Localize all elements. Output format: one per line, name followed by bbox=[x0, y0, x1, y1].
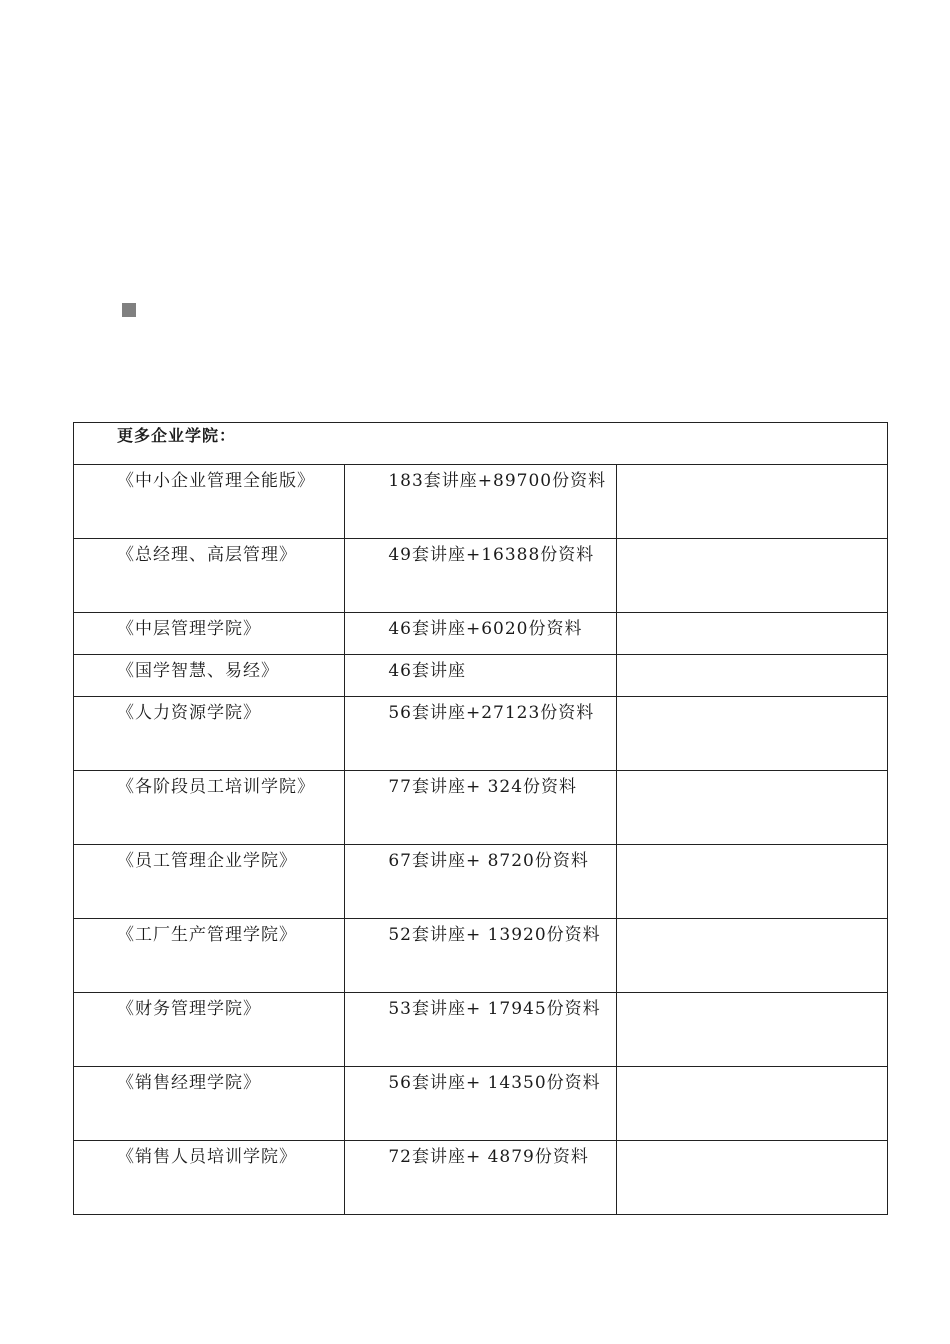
academy-name: 《总经理、高层管理》 bbox=[74, 539, 345, 613]
academy-extra bbox=[616, 465, 887, 539]
table-row bbox=[74, 1141, 888, 1215]
academy-content: 56套讲座+ 14350份资料 bbox=[345, 1067, 616, 1141]
academy-name: 《销售人员培训学院》 bbox=[74, 1141, 345, 1215]
square-bullet-icon bbox=[122, 303, 136, 317]
academy-extra bbox=[616, 919, 887, 993]
table-row bbox=[74, 655, 888, 697]
academy-name: 《员工管理企业学院》 bbox=[74, 845, 345, 919]
academy-name: 《各阶段员工培训学院》 bbox=[74, 771, 345, 845]
table-header: 更多企业学院： bbox=[74, 423, 888, 465]
table-header-row bbox=[74, 423, 888, 465]
table-row bbox=[74, 697, 888, 771]
academy-name: 《销售经理学院》 bbox=[74, 1067, 345, 1141]
table-row bbox=[74, 613, 888, 655]
academy-name: 《财务管理学院》 bbox=[74, 993, 345, 1067]
academy-table bbox=[73, 422, 888, 1215]
academy-name: 《中层管理学院》 bbox=[74, 613, 345, 655]
academy-name: 《人力资源学院》 bbox=[74, 697, 345, 771]
table-row bbox=[74, 771, 888, 845]
table-row bbox=[74, 919, 888, 993]
academy-extra bbox=[616, 1067, 887, 1141]
academy-content: 72套讲座+ 4879份资料 bbox=[345, 1141, 616, 1215]
academy-content: 67套讲座+ 8720份资料 bbox=[345, 845, 616, 919]
academy-extra bbox=[616, 1141, 887, 1215]
academy-content: 53套讲座+ 17945份资料 bbox=[345, 993, 616, 1067]
academy-extra bbox=[616, 771, 887, 845]
academy-content: 52套讲座+ 13920份资料 bbox=[345, 919, 616, 993]
table-row bbox=[74, 465, 888, 539]
academy-extra bbox=[616, 845, 887, 919]
academy-extra bbox=[616, 655, 887, 697]
academy-name: 《国学智慧、易经》 bbox=[74, 655, 345, 697]
academy-extra bbox=[616, 613, 887, 655]
academy-extra bbox=[616, 539, 887, 613]
academy-name: 《工厂生产管理学院》 bbox=[74, 919, 345, 993]
academy-content: 46套讲座+6020份资料 bbox=[345, 613, 616, 655]
table-row bbox=[74, 1067, 888, 1141]
table-row bbox=[74, 539, 888, 613]
academy-extra bbox=[616, 993, 887, 1067]
academy-content: 46套讲座 bbox=[345, 655, 616, 697]
table-row bbox=[74, 845, 888, 919]
academy-content: 49套讲座+16388份资料 bbox=[345, 539, 616, 613]
academy-content: 56套讲座+27123份资料 bbox=[345, 697, 616, 771]
academy-extra bbox=[616, 697, 887, 771]
academy-content: 183套讲座+89700份资料 bbox=[345, 465, 616, 539]
table-row bbox=[74, 993, 888, 1067]
academy-name: 《中小企业管理全能版》 bbox=[74, 465, 345, 539]
academy-content: 77套讲座+ 324份资料 bbox=[345, 771, 616, 845]
